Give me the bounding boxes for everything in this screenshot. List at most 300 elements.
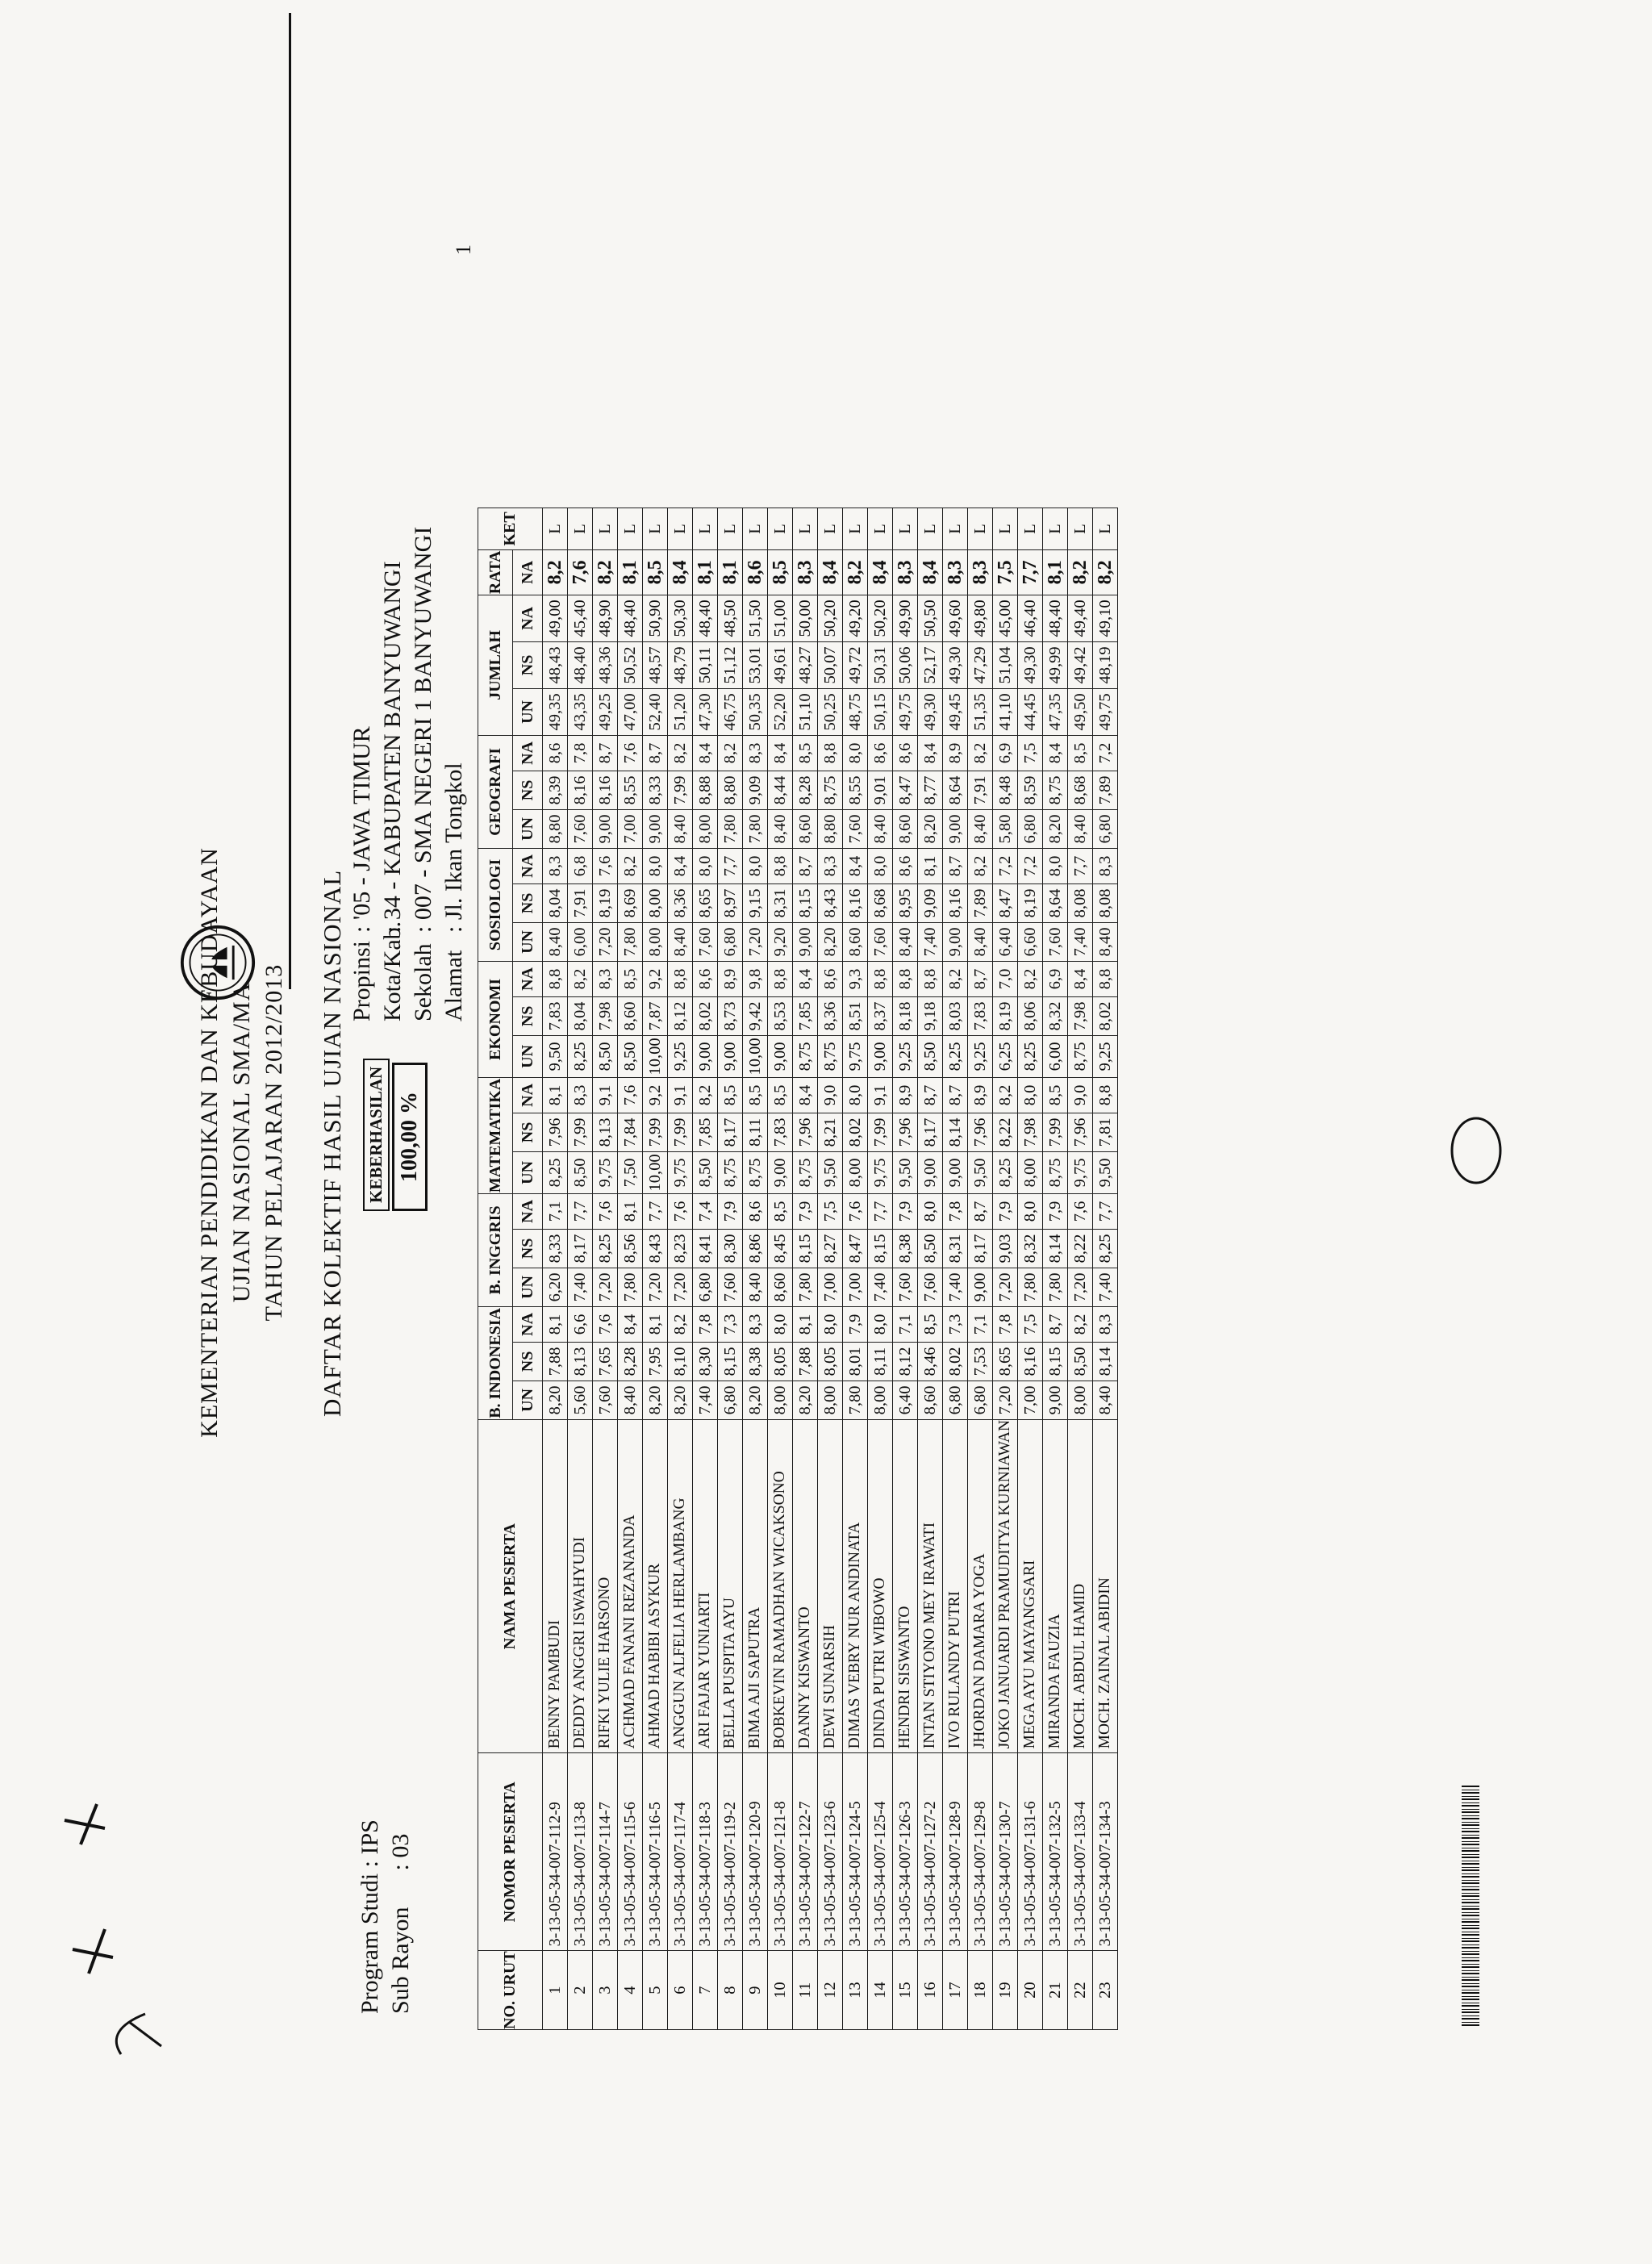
total-cell: 51,50 bbox=[743, 595, 768, 641]
score-cell: 8,0 bbox=[768, 1306, 793, 1342]
score-cell: 8,2 bbox=[668, 1306, 693, 1342]
total-cell: 49,80 bbox=[968, 595, 993, 641]
status-cell: L bbox=[618, 508, 643, 549]
row-number: 11 bbox=[793, 1951, 818, 2030]
score-cell: 9,00 bbox=[693, 1035, 718, 1077]
status-cell: L bbox=[643, 508, 668, 549]
row-number: 13 bbox=[843, 1951, 868, 2030]
row-number: 23 bbox=[1093, 1951, 1118, 2030]
score-cell: 8,4 bbox=[1043, 735, 1068, 771]
page-number: 1 bbox=[452, 244, 475, 255]
header-subject: MATEMATIKA bbox=[478, 1077, 513, 1193]
score-cell: 7,1 bbox=[968, 1306, 993, 1342]
score-cell: 7,91 bbox=[568, 883, 593, 922]
score-cell: 7,5 bbox=[818, 1193, 843, 1229]
score-cell: 8,40 bbox=[618, 1381, 643, 1419]
score-cell: 7,40 bbox=[693, 1381, 718, 1419]
subheader-rata-na: NA bbox=[513, 549, 543, 595]
score-cell: 7,80 bbox=[718, 809, 743, 848]
score-cell: 7,80 bbox=[793, 1268, 818, 1306]
participant-number: 3-13-05-34-007-117-4 bbox=[668, 1753, 693, 1951]
score-cell: 7,1 bbox=[543, 1193, 568, 1229]
total-cell: 49,30 bbox=[1018, 641, 1043, 688]
score-cell: 7,20 bbox=[593, 1268, 618, 1306]
score-cell: 6,00 bbox=[1043, 1035, 1068, 1077]
score-cell: 9,1 bbox=[868, 1077, 893, 1113]
score-cell: 6,8 bbox=[568, 848, 593, 883]
total-cell: 50,31 bbox=[868, 641, 893, 688]
score-cell: 7,40 bbox=[1068, 922, 1093, 961]
score-cell: 9,50 bbox=[543, 1035, 568, 1077]
status-cell: L bbox=[993, 508, 1018, 549]
score-cell: 8,13 bbox=[593, 1113, 618, 1151]
score-cell: 8,17 bbox=[918, 1113, 943, 1151]
status-cell: L bbox=[818, 508, 843, 549]
score-cell: 7,5 bbox=[1018, 735, 1043, 771]
score-cell: 9,00 bbox=[943, 1151, 968, 1193]
average-cell: 8,2 bbox=[1068, 549, 1093, 595]
total-cell: 48,36 bbox=[593, 641, 618, 688]
score-cell: 8,15 bbox=[1043, 1342, 1068, 1381]
participant-number: 3-13-05-34-007-115-6 bbox=[618, 1753, 643, 1951]
total-cell: 45,40 bbox=[568, 595, 593, 641]
score-cell: 7,60 bbox=[693, 922, 718, 961]
score-cell: 8,08 bbox=[1093, 883, 1118, 922]
total-cell: 48,40 bbox=[568, 641, 593, 688]
table-row bbox=[743, 508, 768, 2029]
total-cell: 48,50 bbox=[718, 595, 743, 641]
score-cell: 8,7 bbox=[968, 1193, 993, 1229]
participant-name: DEWI SUNARSIH bbox=[818, 1419, 843, 1752]
row-number: 12 bbox=[818, 1951, 843, 2030]
program-study: Program Studi : IPS bbox=[357, 1819, 383, 2014]
score-cell: 7,6 bbox=[593, 1193, 618, 1229]
score-cell: 7,99 bbox=[568, 1113, 593, 1151]
score-cell: 8,75 bbox=[818, 1035, 843, 1077]
score-cell: 8,00 bbox=[818, 1381, 843, 1419]
score-cell: 7,20 bbox=[1068, 1268, 1093, 1306]
score-cell: 8,4 bbox=[918, 735, 943, 771]
subheader-un: UN bbox=[513, 1381, 543, 1419]
table-row bbox=[1018, 508, 1043, 2029]
score-cell: 6,80 bbox=[1018, 809, 1043, 848]
score-cell: 7,91 bbox=[968, 771, 993, 809]
kota-label: Kota/Kab. bbox=[379, 921, 406, 1021]
score-cell: 6,9 bbox=[993, 735, 1018, 771]
total-cell: 51,10 bbox=[793, 688, 818, 735]
average-cell: 8,2 bbox=[843, 549, 868, 595]
score-cell: 8,15 bbox=[793, 1229, 818, 1268]
total-cell: 48,40 bbox=[693, 595, 718, 641]
score-cell: 10,00 bbox=[643, 1151, 668, 1193]
subheader-un: UN bbox=[513, 922, 543, 961]
score-cell: 8,8 bbox=[1093, 1077, 1118, 1113]
participant-name: MIRANDA FAUZIA bbox=[1043, 1419, 1068, 1752]
score-cell: 8,36 bbox=[668, 883, 693, 922]
total-cell: 50,06 bbox=[893, 641, 918, 688]
header-subject: SOSIOLOGI bbox=[478, 848, 513, 961]
total-cell: 50,00 bbox=[793, 595, 818, 641]
score-cell: 8,8 bbox=[543, 961, 568, 996]
score-cell: 9,75 bbox=[843, 1035, 868, 1077]
success-value: 100,00 % bbox=[392, 1063, 428, 1211]
score-cell: 7,00 bbox=[1018, 1381, 1043, 1419]
participant-name: BIMA AJI SAPUTRA bbox=[743, 1419, 768, 1752]
score-cell: 7,85 bbox=[793, 996, 818, 1035]
score-cell: 7,89 bbox=[1093, 771, 1118, 809]
participant-name: DIMAS VEBRY NUR ANDINATA bbox=[843, 1419, 868, 1752]
score-cell: 5,80 bbox=[993, 809, 1018, 848]
score-cell: 8,7 bbox=[793, 848, 818, 883]
score-cell: 8,5 bbox=[743, 1077, 768, 1113]
status-cell: L bbox=[593, 508, 618, 549]
table-row bbox=[568, 508, 593, 2029]
score-cell: 8,40 bbox=[668, 809, 693, 848]
total-cell: 50,50 bbox=[918, 595, 943, 641]
score-cell: 7,53 bbox=[968, 1342, 993, 1381]
row-number: 19 bbox=[993, 1951, 1018, 2030]
participant-name: BOBKEVIN RAMADHAN WICAKSONO bbox=[768, 1419, 793, 1752]
average-cell: 8,4 bbox=[918, 549, 943, 595]
participant-name: AHMAD HABIBI ASYKUR bbox=[643, 1419, 668, 1752]
total-cell: 49,61 bbox=[768, 641, 793, 688]
score-cell: 7,20 bbox=[643, 1268, 668, 1306]
score-cell: 8,40 bbox=[968, 809, 993, 848]
score-cell: 8,04 bbox=[568, 996, 593, 1035]
total-cell: 49,60 bbox=[943, 595, 968, 641]
subheader-na: NA bbox=[513, 1077, 543, 1113]
score-cell: 8,80 bbox=[718, 771, 743, 809]
average-cell: 8,4 bbox=[668, 549, 693, 595]
header-subject: EKONOMI bbox=[478, 961, 513, 1077]
score-cell: 7,60 bbox=[568, 809, 593, 848]
score-cell: 8,2 bbox=[968, 848, 993, 883]
score-cell: 8,45 bbox=[768, 1229, 793, 1268]
score-cell: 8,25 bbox=[1018, 1035, 1043, 1077]
score-cell: 7,00 bbox=[843, 1268, 868, 1306]
participant-name: BELLA PUSPITA AYU bbox=[718, 1419, 743, 1752]
row-number: 10 bbox=[768, 1951, 793, 2030]
score-cell: 8,47 bbox=[843, 1229, 868, 1268]
score-cell: 8,60 bbox=[618, 996, 643, 1035]
subheader-un: UN bbox=[513, 1268, 543, 1306]
participant-name: DINDA PUTRI WIBOWO bbox=[868, 1419, 893, 1752]
score-cell: 9,1 bbox=[668, 1077, 693, 1113]
subheader-na: NA bbox=[513, 961, 543, 996]
score-cell: 8,37 bbox=[868, 996, 893, 1035]
status-cell: L bbox=[843, 508, 868, 549]
average-cell: 8,3 bbox=[793, 549, 818, 595]
score-cell: 8,2 bbox=[1068, 1306, 1093, 1342]
score-cell: 8,75 bbox=[793, 1035, 818, 1077]
score-cell: 7,98 bbox=[593, 996, 618, 1035]
score-cell: 8,50 bbox=[618, 1035, 643, 1077]
status-cell: L bbox=[1018, 508, 1043, 549]
score-cell: 6,80 bbox=[718, 1381, 743, 1419]
row-number: 18 bbox=[968, 1951, 993, 2030]
score-cell: 8,2 bbox=[693, 1077, 718, 1113]
score-cell: 8,14 bbox=[943, 1113, 968, 1151]
sekolah-value: : 007 - SMA NEGERI 1 BANYUWANGI bbox=[410, 526, 436, 933]
participant-number: 3-13-05-34-007-119-2 bbox=[718, 1753, 743, 1951]
score-cell: 8,2 bbox=[718, 735, 743, 771]
score-cell: 8,02 bbox=[1093, 996, 1118, 1035]
score-cell: 7,7 bbox=[1093, 1193, 1118, 1229]
score-cell: 7,96 bbox=[793, 1113, 818, 1151]
score-cell: 8,05 bbox=[818, 1342, 843, 1381]
total-cell: 48,40 bbox=[1043, 595, 1068, 641]
total-cell: 49,30 bbox=[943, 641, 968, 688]
header-subject: B. INGGRIS bbox=[478, 1193, 513, 1306]
average-cell: 8,4 bbox=[818, 549, 843, 595]
participant-number: 3-13-05-34-007-114-7 bbox=[593, 1753, 618, 1951]
score-cell: 8,8 bbox=[818, 735, 843, 771]
score-cell: 8,17 bbox=[718, 1113, 743, 1151]
score-cell: 8,48 bbox=[993, 771, 1018, 809]
score-cell: 9,1 bbox=[593, 1077, 618, 1113]
score-cell: 8,16 bbox=[943, 883, 968, 922]
score-cell: 8,25 bbox=[993, 1151, 1018, 1193]
row-number: 16 bbox=[918, 1951, 943, 2030]
total-cell: 52,20 bbox=[768, 688, 793, 735]
score-cell: 8,53 bbox=[768, 996, 793, 1035]
score-cell: 8,0 bbox=[918, 1193, 943, 1229]
score-cell: 7,88 bbox=[793, 1342, 818, 1381]
score-cell: 8,22 bbox=[993, 1113, 1018, 1151]
header-jumlah: JUMLAH bbox=[478, 595, 513, 735]
total-cell: 50,20 bbox=[868, 595, 893, 641]
row-number: 8 bbox=[718, 1951, 743, 2030]
total-cell: 51,12 bbox=[718, 641, 743, 688]
total-cell: 48,27 bbox=[793, 641, 818, 688]
status-cell: L bbox=[693, 508, 718, 549]
score-cell: 8,13 bbox=[568, 1342, 593, 1381]
total-cell: 50,11 bbox=[693, 641, 718, 688]
score-cell: 8,69 bbox=[618, 883, 643, 922]
participant-name: DEDDY ANGGRI ISWAHYUDI bbox=[568, 1419, 593, 1752]
score-cell: 7,5 bbox=[1018, 1306, 1043, 1342]
score-cell: 7,40 bbox=[1093, 1268, 1118, 1306]
total-cell: 49,75 bbox=[1093, 688, 1118, 735]
score-cell: 8,31 bbox=[943, 1229, 968, 1268]
score-cell: 9,0 bbox=[818, 1077, 843, 1113]
header-nama-peserta: NAMA PESERTA bbox=[478, 1419, 543, 1752]
score-cell: 8,20 bbox=[918, 809, 943, 848]
score-cell: 7,7 bbox=[868, 1193, 893, 1229]
score-cell: 8,0 bbox=[693, 848, 718, 883]
participant-number: 3-13-05-34-007-121-8 bbox=[768, 1753, 793, 1951]
total-cell: 47,35 bbox=[1043, 688, 1068, 735]
score-cell: 8,20 bbox=[668, 1381, 693, 1419]
score-cell: 8,50 bbox=[693, 1151, 718, 1193]
score-cell: 7,81 bbox=[1093, 1113, 1118, 1151]
score-cell: 8,8 bbox=[768, 961, 793, 996]
score-cell: 7,3 bbox=[943, 1306, 968, 1342]
success-label: KEBERHASILAN bbox=[363, 1059, 390, 1211]
score-cell: 8,32 bbox=[1043, 996, 1068, 1035]
header-rata: RATA bbox=[478, 549, 513, 595]
total-cell: 49,50 bbox=[1068, 688, 1093, 735]
score-cell: 7,7 bbox=[1068, 848, 1093, 883]
score-cell: 8,25 bbox=[543, 1151, 568, 1193]
score-cell: 8,4 bbox=[668, 848, 693, 883]
table-row bbox=[868, 508, 893, 2029]
score-cell: 8,15 bbox=[718, 1342, 743, 1381]
score-cell: 8,97 bbox=[718, 883, 743, 922]
table-row bbox=[1068, 508, 1093, 2029]
score-cell: 8,20 bbox=[543, 1381, 568, 1419]
score-cell: 8,60 bbox=[918, 1381, 943, 1419]
score-cell: 8,39 bbox=[543, 771, 568, 809]
status-cell: L bbox=[943, 508, 968, 549]
score-cell: 9,75 bbox=[1068, 1151, 1093, 1193]
score-cell: 9,01 bbox=[868, 771, 893, 809]
score-cell: 7,99 bbox=[668, 771, 693, 809]
score-cell: 8,22 bbox=[1068, 1229, 1093, 1268]
score-cell: 8,14 bbox=[1093, 1342, 1118, 1381]
score-cell: 8,50 bbox=[568, 1151, 593, 1193]
score-cell: 8,0 bbox=[1018, 1077, 1043, 1113]
score-cell: 6,80 bbox=[968, 1381, 993, 1419]
score-cell: 7,50 bbox=[618, 1151, 643, 1193]
score-cell: 7,99 bbox=[868, 1113, 893, 1151]
score-cell: 8,0 bbox=[1043, 848, 1068, 883]
score-cell: 7,60 bbox=[868, 922, 893, 961]
score-cell: 8,4 bbox=[793, 961, 818, 996]
header-subject: GEOGRAFI bbox=[478, 735, 513, 848]
participant-name: MOCH. ZAINAL ABIDIN bbox=[1093, 1419, 1118, 1752]
score-cell: 8,12 bbox=[893, 1342, 918, 1381]
score-cell: 8,2 bbox=[568, 961, 593, 996]
participant-number: 3-13-05-34-007-118-3 bbox=[693, 1753, 718, 1951]
score-cell: 8,00 bbox=[693, 809, 718, 848]
total-cell: 46,75 bbox=[718, 688, 743, 735]
row-number: 1 bbox=[543, 1951, 568, 2030]
score-cell: 8,3 bbox=[818, 848, 843, 883]
score-cell: 8,01 bbox=[843, 1342, 868, 1381]
score-cell: 8,40 bbox=[868, 809, 893, 848]
score-cell: 8,02 bbox=[693, 996, 718, 1035]
score-cell: 8,47 bbox=[993, 883, 1018, 922]
header-subject: B. INDONESIA bbox=[478, 1306, 513, 1419]
score-cell: 8,44 bbox=[768, 771, 793, 809]
total-cell: 47,00 bbox=[618, 688, 643, 735]
score-cell: 8,3 bbox=[743, 735, 768, 771]
score-cell: 7,83 bbox=[968, 996, 993, 1035]
score-cell: 7,2 bbox=[1018, 848, 1043, 883]
status-cell: L bbox=[793, 508, 818, 549]
score-cell: 8,9 bbox=[718, 961, 743, 996]
score-cell: 8,19 bbox=[993, 996, 1018, 1035]
score-cell: 9,00 bbox=[768, 1151, 793, 1193]
score-cell: 7,9 bbox=[718, 1193, 743, 1229]
score-cell: 9,25 bbox=[1093, 1035, 1118, 1077]
total-cell: 46,40 bbox=[1018, 595, 1043, 641]
participant-number: 3-13-05-34-007-124-5 bbox=[843, 1753, 868, 1951]
table-row bbox=[993, 508, 1018, 2029]
header-nomor-peserta: NOMOR PESERTA bbox=[478, 1753, 543, 1951]
score-cell: 8,60 bbox=[893, 809, 918, 848]
score-cell: 8,55 bbox=[843, 771, 868, 809]
row-number: 22 bbox=[1068, 1951, 1093, 2030]
score-cell: 8,38 bbox=[743, 1342, 768, 1381]
score-cell: 7,20 bbox=[993, 1381, 1018, 1419]
score-cell: 8,17 bbox=[568, 1229, 593, 1268]
subheader-na: NA bbox=[513, 1193, 543, 1229]
score-cell: 7,8 bbox=[693, 1306, 718, 1342]
row-number: 21 bbox=[1043, 1951, 1068, 2030]
school-year: TAHUN PELAJARAN 2012/2013 bbox=[261, 963, 287, 1322]
handwritten-marks bbox=[48, 1796, 186, 2062]
score-cell: 8,05 bbox=[768, 1342, 793, 1381]
score-cell: 8,9 bbox=[943, 735, 968, 771]
participant-name: IVO RULANDY PUTRI bbox=[943, 1419, 968, 1752]
score-cell: 7,83 bbox=[768, 1113, 793, 1151]
score-cell: 9,15 bbox=[743, 883, 768, 922]
status-cell: L bbox=[968, 508, 993, 549]
score-cell: 7,00 bbox=[818, 1268, 843, 1306]
score-cell: 8,0 bbox=[843, 735, 868, 771]
score-cell: 8,75 bbox=[793, 1151, 818, 1193]
score-cell: 8,20 bbox=[1043, 809, 1068, 848]
score-cell: 8,95 bbox=[893, 883, 918, 922]
total-cell: 49,90 bbox=[893, 595, 918, 641]
average-cell: 8,4 bbox=[868, 549, 893, 595]
score-cell: 9,00 bbox=[718, 1035, 743, 1077]
table-row bbox=[893, 508, 918, 2029]
score-cell: 8,14 bbox=[1043, 1229, 1068, 1268]
score-cell: 8,1 bbox=[543, 1077, 568, 1113]
score-cell: 7,60 bbox=[1043, 922, 1068, 961]
participant-number: 3-13-05-34-007-128-9 bbox=[943, 1753, 968, 1951]
total-cell: 53,01 bbox=[743, 641, 768, 688]
participant-number: 3-13-05-34-007-130-7 bbox=[993, 1753, 1018, 1951]
total-cell: 50,30 bbox=[668, 595, 693, 641]
score-cell: 6,80 bbox=[1093, 809, 1118, 848]
score-cell: 8,68 bbox=[1068, 771, 1093, 809]
score-cell: 9,00 bbox=[943, 922, 968, 961]
average-cell: 7,6 bbox=[568, 549, 593, 595]
score-cell: 7,99 bbox=[643, 1113, 668, 1151]
score-cell: 6,9 bbox=[1043, 961, 1068, 996]
score-cell: 8,15 bbox=[793, 883, 818, 922]
average-cell: 8,1 bbox=[718, 549, 743, 595]
participant-number: 3-13-05-34-007-116-5 bbox=[643, 1753, 668, 1951]
table-row bbox=[693, 508, 718, 2029]
row-number: 7 bbox=[693, 1951, 718, 2030]
score-cell: 7,99 bbox=[668, 1113, 693, 1151]
score-cell: 8,40 bbox=[1068, 809, 1093, 848]
total-cell: 49,35 bbox=[543, 688, 568, 735]
participant-name: DANNY KISWANTO bbox=[793, 1419, 818, 1752]
score-cell: 9,2 bbox=[643, 1077, 668, 1113]
score-cell: 8,1 bbox=[543, 1306, 568, 1342]
score-cell: 7,96 bbox=[1068, 1113, 1093, 1151]
score-cell: 8,16 bbox=[593, 771, 618, 809]
participant-number: 3-13-05-34-007-133-4 bbox=[1068, 1753, 1093, 1951]
subheader-na: NA bbox=[513, 595, 543, 641]
score-cell: 6,80 bbox=[718, 922, 743, 961]
status-cell: L bbox=[768, 508, 793, 549]
score-cell: 8,00 bbox=[643, 883, 668, 922]
score-cell: 8,40 bbox=[893, 922, 918, 961]
score-cell: 8,40 bbox=[968, 922, 993, 961]
score-cell: 8,4 bbox=[843, 848, 868, 883]
participant-name: MEGA AYU MAYANGSARI bbox=[1018, 1419, 1043, 1752]
participant-name: INTAN STIYONO MEY IRAWATI bbox=[918, 1419, 943, 1752]
score-cell: 7,60 bbox=[918, 1268, 943, 1306]
score-cell: 8,55 bbox=[618, 771, 643, 809]
